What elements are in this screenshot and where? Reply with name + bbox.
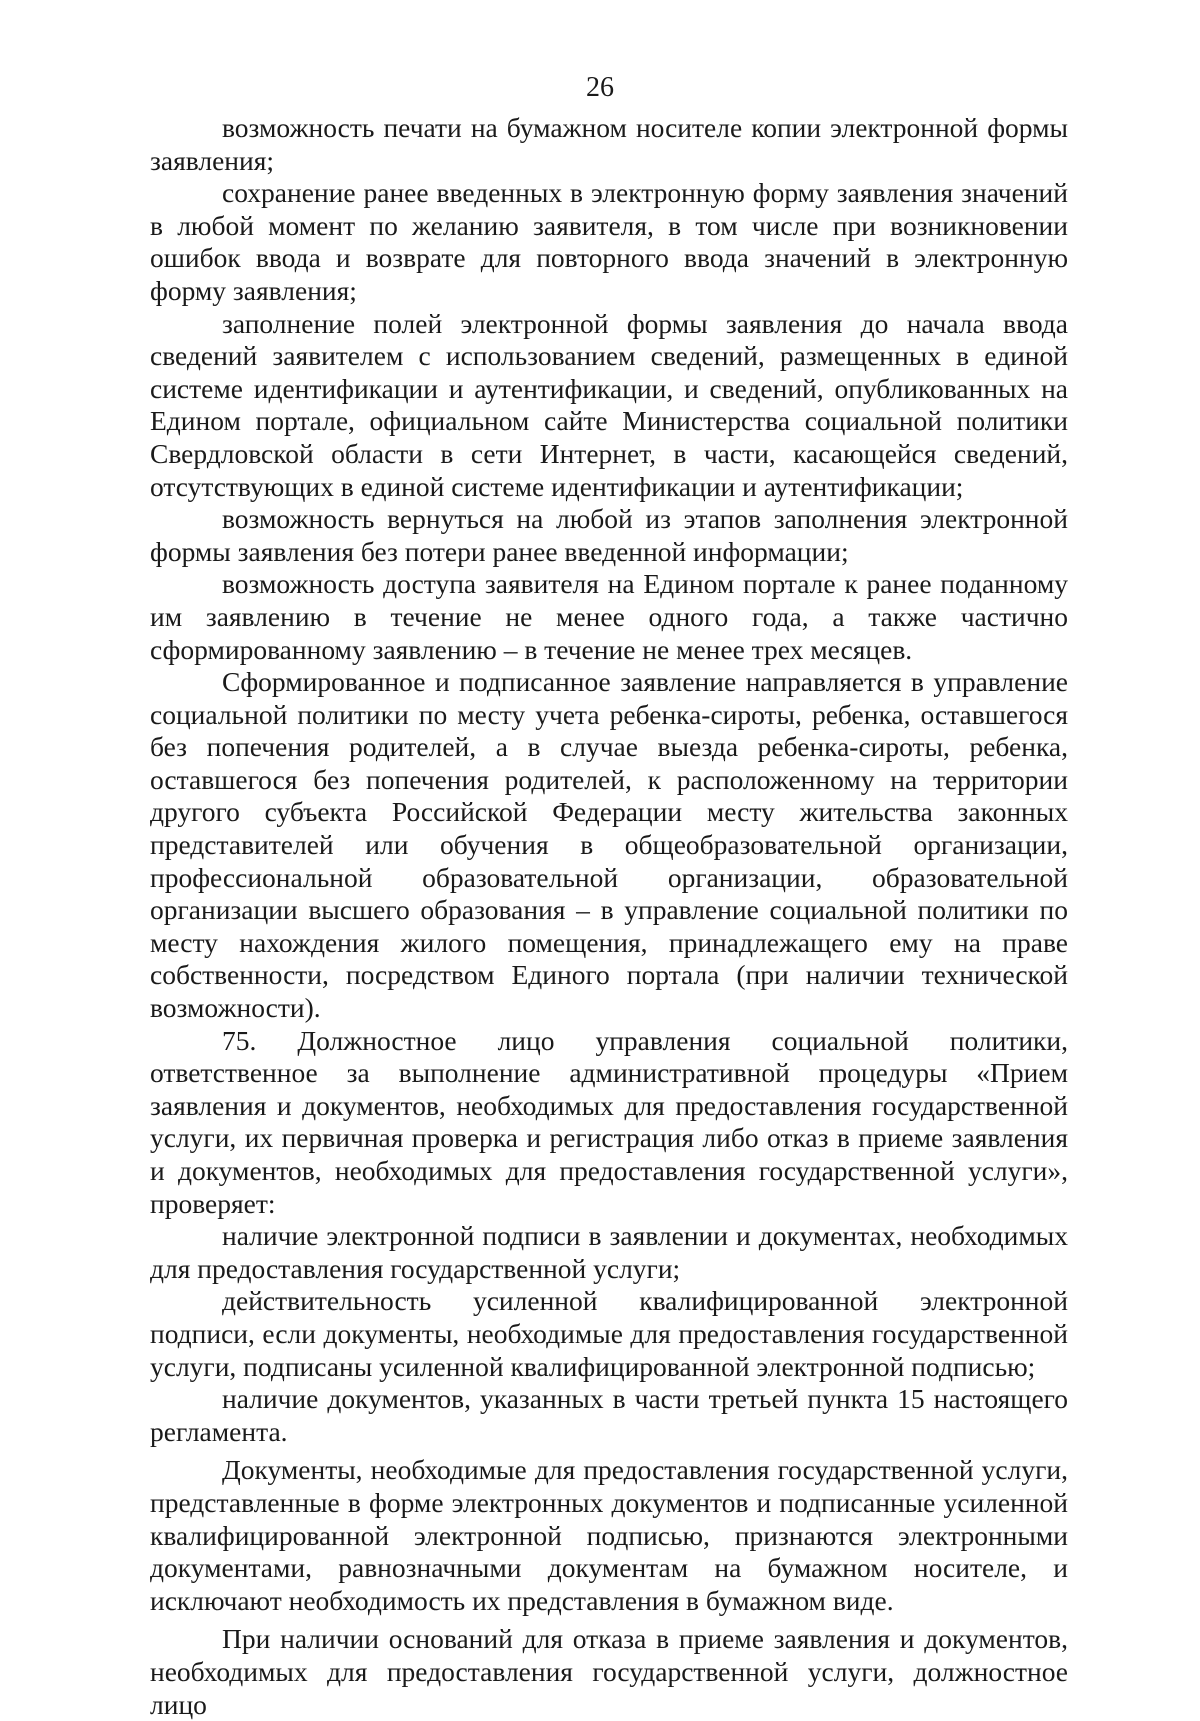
paragraph-signature-presence: наличие электронной подписи в заявлении и документах, необходимых для предоставления государственной услуги; (150, 1220, 1068, 1284)
paragraph-documents-presence: наличие документов, указанных в части третьей пункта 15 настоящего регламента. (150, 1383, 1068, 1447)
paragraph-save-values: сохранение ранее введенных в электронную форму заявления значений в любой момент по желанию заявителя, в том числе при возникновении ошибок ввода и возврате для повторного ввода значений в электронную форму заявления; (150, 177, 1068, 306)
paragraph-electronic-equivalence: Документы, необходимые для предоставления государственной услуги, представленные в форме электронных документов и подписанные усиленной квалифицированной электронной подписью, признаются электронными документами, равнозначными документам на бумажном носителе, и исключают необходимость их представления в бумажном виде. (150, 1454, 1068, 1616)
paragraph-autofill-fields: заполнение полей электронной формы заявления до начала ввода сведений заявителем с использованием сведений, размещенных в единой системе идентификации и аутентификации, и сведений, опубликованных на Едином портале, официальном сайте Министерства социальной политики Свердловской области в сети Интернет, в части, касающейся сведений, отсутствующих в единой системе идентификации и аутентификации; (150, 307, 1068, 502)
document-body (150, 112, 1068, 1721)
paragraph-clause-75: 75. Должностное лицо управления социальной политики, ответственное за выполнение административной процедуры «Прием заявления и документов, необходимых для предоставления государственной услуги, их первичная проверка и регистрация либо отказ в приеме заявления и документов, необходимых для предоставления государственной услуги», проверяет: (150, 1024, 1068, 1219)
paragraph-signature-validity: действительность усиленной квалифицированной электронной подписи, если документы, необходимые для предоставления государственной услуги, подписаны усиленной квалифицированной электронной подписью; (150, 1285, 1068, 1382)
paragraph-print-copy: возможность печати на бумажном носителе копии электронной формы заявления; (150, 112, 1068, 176)
page-number: 26 (586, 72, 614, 103)
paragraph-access-application: возможность доступа заявителя на Едином портале к ранее поданному им заявлению в течение не менее одного года, а также частично сформированному заявлению – в течение не менее трех месяцев. (150, 568, 1068, 665)
paragraph-return-to-stage: возможность вернуться на любой из этапов заполнения электронной формы заявления без потери ранее введенной информации; (150, 503, 1068, 567)
paragraph-application-routing: Сформированное и подписанное заявление направляется в управление социальной политики по месту учета ребенка-сироты, ребенка, оставшегося без попечения родителей, а в случае выезда ребенка-сироты, ребенка, оставшегося без попечения родителей, к расположенному на территории другого субъекта Российской Федерации месту жительства законных представителей или обучения в общеобразовательной организации, профессиональной образовательной организации, образовательной организации высшего образования – в управление социальной политики по месту нахождения жилого помещения, принадлежащего ему на праве собственности, посредством Единого портала (при наличии технической возможности). (150, 666, 1068, 1024)
paragraph-refusal-grounds: При наличии оснований для отказа в приеме заявления и документов, необходимых для предоставления государственной услуги, должностное лицо (150, 1623, 1068, 1720)
